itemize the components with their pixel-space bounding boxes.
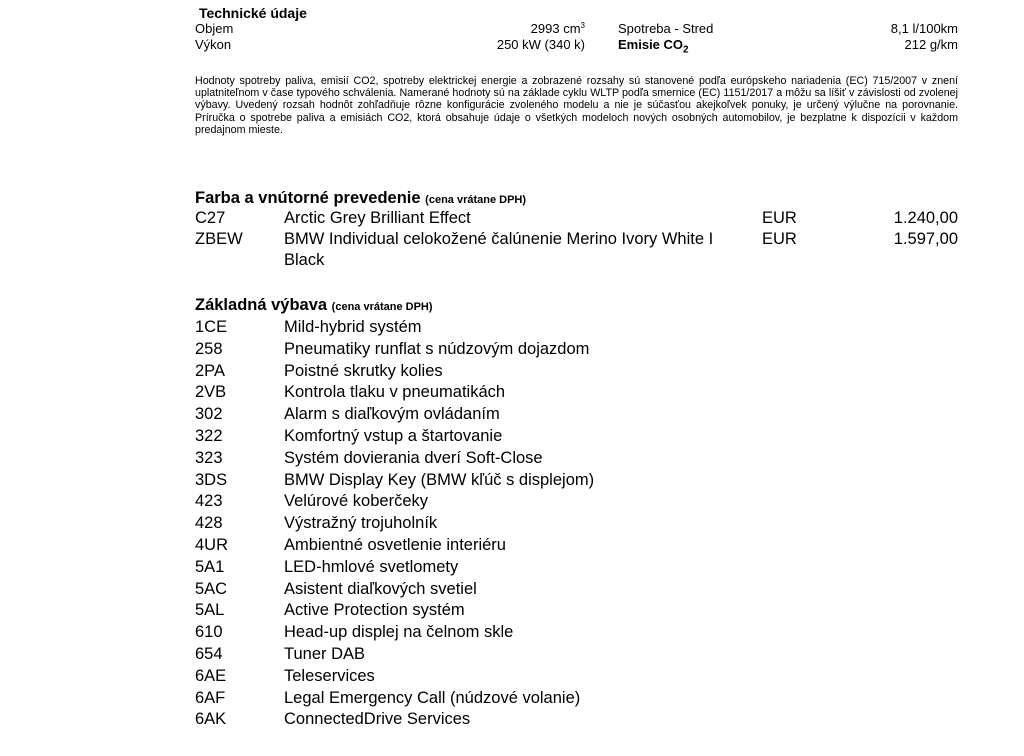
equipment-code: 258 xyxy=(195,339,223,358)
color-list xyxy=(195,208,958,271)
equipment-description: Teleservices xyxy=(284,666,375,685)
equipment-code: 3DS xyxy=(195,470,228,489)
volume-unit-superscript: 3 xyxy=(580,21,585,30)
equipment-row xyxy=(195,666,795,688)
equipment-description: Výstražný trojuholník xyxy=(284,514,438,533)
equipment-row xyxy=(195,688,795,710)
equipment-description: Head-up displej na čelnom skle xyxy=(284,623,514,642)
color-item-price: 1.240,00 xyxy=(893,209,958,227)
consumption-value: 8,1 l/100km xyxy=(890,21,958,36)
equipment-code: 5AC xyxy=(195,579,228,598)
equipment-code: 302 xyxy=(195,405,223,424)
equipment-code: 5A1 xyxy=(195,557,225,576)
equipment-row xyxy=(195,382,795,404)
equipment-description: Ambientné osvetlenie interiéru xyxy=(284,535,506,554)
volume-label: Objem xyxy=(195,21,234,36)
equipment-description: Poistné skrutky kolies xyxy=(284,361,443,380)
equipment-description: Komfortný vstup a štartovanie xyxy=(284,426,503,445)
equipment-description: ConnectedDrive Services xyxy=(284,710,471,729)
emission-value: 212 g/km xyxy=(904,37,958,52)
equipment-row xyxy=(195,709,795,731)
color-item-currency: EUR xyxy=(762,230,797,248)
equipment-row xyxy=(195,470,795,492)
disclaimer-text: Hodnoty spotreby paliva, emisií CO2, spotreby elektrickej energie a zobrazené rozsahy sú stanovené podľa európskeho nariadenia (EC) 715/2007 v znení uplatniteľnom v čase typového schválenia. Namerané hodnoty sú na základe cyklu WLTP podľa smernice (EC) 1151/2017 a môžu sa líšiť v závislosti od zvolenej výbavy. Uvedený rozsah hodnôt zohľadňuje rôzne konfigurácie zvoleného modelu a nie je súčasťou akejkoľvek ponuky, je určený výlučne na porovnanie. Príručka o spotrebe paliva a emisiách CO2, ktorá obsahuje údaje o všetkých modeloch nových osobných automobilov, je bezplatne k dispozícii v každom predajnom mieste. xyxy=(195,75,958,136)
equipment-code: 6AF xyxy=(195,688,226,707)
equipment-row xyxy=(195,317,795,339)
technical-data-grid xyxy=(195,21,958,56)
equipment-description: Asistent diaľkových svetiel xyxy=(284,579,477,598)
equipment-description: Mild-hybrid systém xyxy=(284,318,422,336)
equipment-code: 5AL xyxy=(195,601,225,620)
standard-section-heading xyxy=(195,295,433,317)
equipment-description: Alarm s diaľkovým ovládaním xyxy=(284,405,500,424)
power-label: Výkon xyxy=(195,37,232,52)
equipment-row xyxy=(195,535,795,557)
color-section-subtitle: (cena vrátane DPH) xyxy=(425,194,527,206)
color-item-price: 1.597,00 xyxy=(893,230,958,248)
equipment-description: Tuner DAB xyxy=(284,644,366,663)
equipment-description: Pneumatiky runflat s núdzovým dojazdom xyxy=(284,339,590,358)
equipment-code: 423 xyxy=(195,492,223,511)
equipment-row xyxy=(195,339,795,361)
technical-data xyxy=(195,5,958,56)
power-value: 250 kW (340 k) xyxy=(496,37,585,52)
equipment-row xyxy=(195,491,795,513)
equipment-code: 4UR xyxy=(195,535,229,554)
equipment-row xyxy=(195,361,795,383)
equipment-row xyxy=(195,622,795,644)
equipment-description: Velúrové koberčeky xyxy=(284,492,428,511)
color-item-currency: EUR xyxy=(762,209,797,227)
equipment-code: 1CE xyxy=(195,318,228,336)
equipment-code: 322 xyxy=(195,426,223,445)
standard-section-title: Základná výbava xyxy=(195,296,328,314)
equipment-code: 6AE xyxy=(195,666,227,685)
color-item-description: BMW Individual celokožené čalúnenie Merino Ivory White I Black xyxy=(284,230,714,269)
emission-label: Emisie $CO_2$ xyxy=(618,37,689,56)
equipment-code: 6AK xyxy=(195,710,227,729)
color-item-row xyxy=(195,229,958,271)
emission-subscript: 2 xyxy=(683,44,689,56)
equipment-row xyxy=(195,404,795,426)
technical-data-title: Technické údaje xyxy=(199,5,307,21)
equipment-description: Legal Emergency Call (núdzové volanie) xyxy=(284,688,581,707)
equipment-row xyxy=(195,448,795,470)
equipment-description: LED-hmlové svetlomety xyxy=(284,557,459,576)
color-item-code: ZBEW xyxy=(195,230,243,248)
equipment-code: 428 xyxy=(195,514,223,533)
color-section-heading xyxy=(195,188,526,210)
color-section-title: Farba a vnútorné prevedenie xyxy=(195,189,421,207)
equipment-row xyxy=(195,513,795,535)
equipment-description: Systém dovierania dverí Soft-Close xyxy=(284,448,543,467)
equipment-code: 2PA xyxy=(195,361,225,380)
equipment-row xyxy=(195,644,795,666)
equipment-row xyxy=(195,600,795,622)
color-item-row xyxy=(195,208,958,229)
standard-section-subtitle: (cena vrátane DPH) xyxy=(331,301,433,313)
equipment-code: 610 xyxy=(195,623,223,642)
volume-value: 2993 $cm^3$ xyxy=(530,21,585,36)
equipment-row xyxy=(195,579,795,601)
equipment-row xyxy=(195,557,795,579)
color-item-code: C27 xyxy=(195,209,226,227)
equipment-description: Active Protection systém xyxy=(284,601,465,620)
equipment-code: 654 xyxy=(195,644,223,663)
standard-equipment-list xyxy=(195,317,795,731)
equipment-description: BMW Display Key (BMW kľúč s displejom) xyxy=(284,470,595,489)
equipment-description: Kontrola tlaku v pneumatikách xyxy=(284,383,506,402)
equipment-row xyxy=(195,426,795,448)
equipment-code: 2VB xyxy=(195,383,227,402)
equipment-code: 323 xyxy=(195,448,223,467)
color-item-description: Arctic Grey Brilliant Effect xyxy=(284,209,471,227)
consumption-label: Spotreba - Stred xyxy=(618,21,714,36)
